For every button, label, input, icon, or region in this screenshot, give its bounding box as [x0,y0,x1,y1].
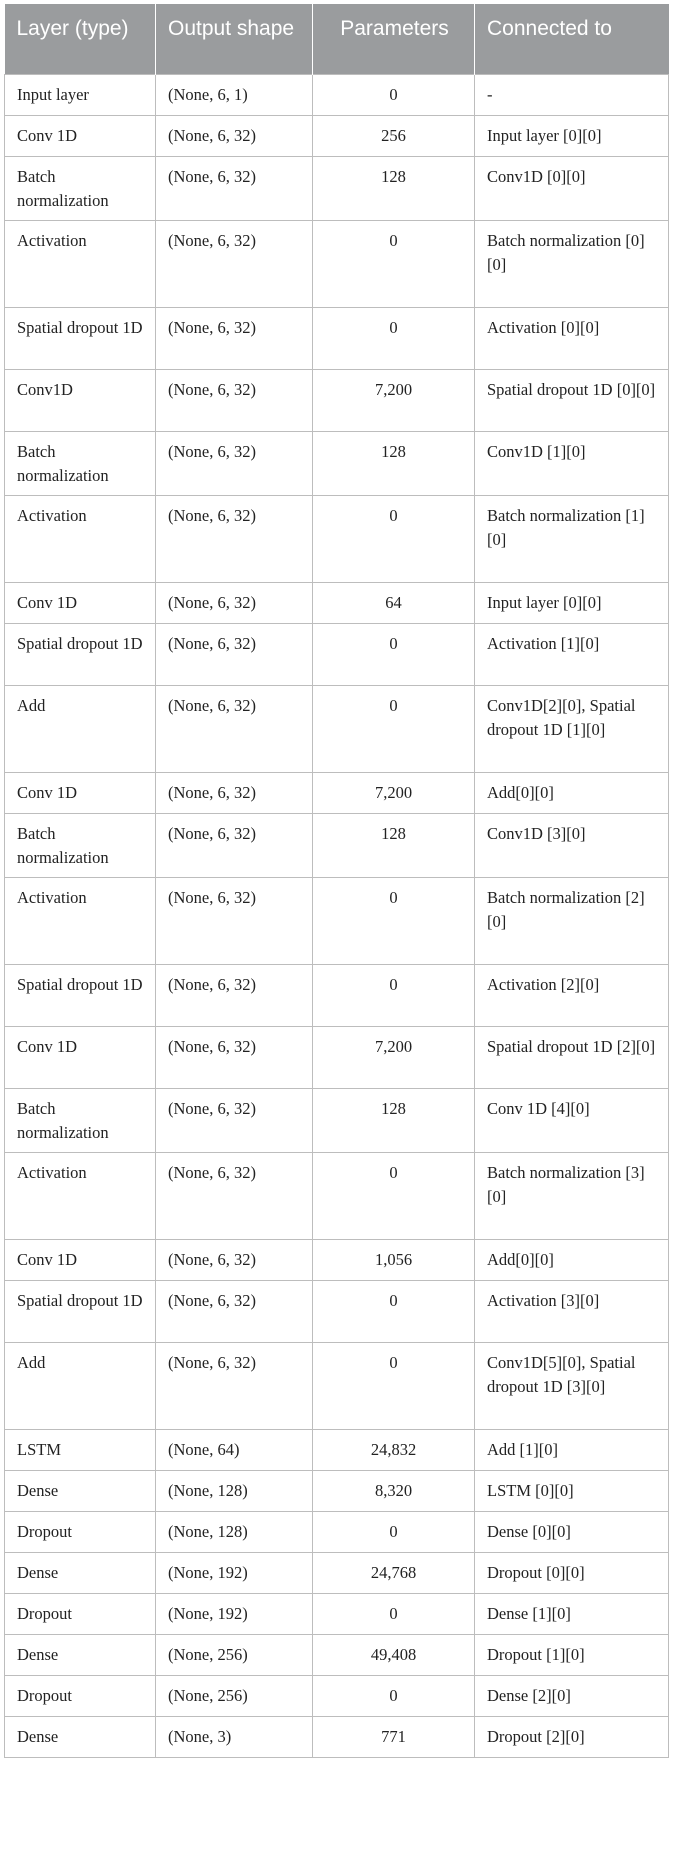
cell-layer: Add [5,1343,156,1430]
cell-connected-to: - [475,75,669,116]
cell-parameters: 128 [313,814,475,878]
cell-parameters: 0 [313,1594,475,1635]
cell-connected-to: Add[0][0] [475,1240,669,1281]
cell-parameters: 0 [313,878,475,965]
table-row [5,1594,669,1635]
cell-layer: Dropout [5,1512,156,1553]
cell-output-shape: (None, 6, 32) [156,432,313,496]
cell-layer: Conv 1D [5,1240,156,1281]
cell-output-shape: (None, 128) [156,1512,313,1553]
cell-layer: Activation [5,1153,156,1240]
cell-connected-to: Input layer [0][0] [475,583,669,624]
cell-output-shape: (None, 3) [156,1717,313,1758]
header-parameters: Parameters [313,4,475,75]
cell-layer: Activation [5,221,156,308]
cell-parameters: 0 [313,1343,475,1430]
cell-output-shape: (None, 128) [156,1471,313,1512]
table-row [5,773,669,814]
cell-parameters: 0 [313,686,475,773]
cell-layer: Activation [5,496,156,583]
cell-connected-to: LSTM [0][0] [475,1471,669,1512]
cell-connected-to: Conv1D [1][0] [475,432,669,496]
cell-output-shape: (None, 6, 32) [156,496,313,583]
cell-layer: Conv 1D [5,1027,156,1089]
cell-output-shape: (None, 64) [156,1430,313,1471]
cell-parameters: 8,320 [313,1471,475,1512]
cell-connected-to: Add [1][0] [475,1430,669,1471]
cell-connected-to: Dense [0][0] [475,1512,669,1553]
cell-layer: Dropout [5,1676,156,1717]
cell-parameters: 256 [313,116,475,157]
cell-parameters: 24,832 [313,1430,475,1471]
header-output-shape: Output shape [156,4,313,75]
cell-parameters: 0 [313,1153,475,1240]
cell-connected-to: Spatial dropout 1D [2][0] [475,1027,669,1089]
table-row [5,370,669,432]
header-connected-to: Connected to [475,4,669,75]
cell-parameters: 7,200 [313,773,475,814]
table-row [5,1512,669,1553]
cell-layer: Input layer [5,75,156,116]
header-row [5,4,669,75]
table-row [5,583,669,624]
table-row [5,624,669,686]
cell-output-shape: (None, 6, 32) [156,1027,313,1089]
model-summary-table [4,4,669,1758]
cell-parameters: 24,768 [313,1553,475,1594]
cell-layer: Conv 1D [5,583,156,624]
table-row [5,432,669,496]
cell-layer: Dropout [5,1594,156,1635]
cell-output-shape: (None, 192) [156,1553,313,1594]
table-row [5,686,669,773]
cell-output-shape: (None, 6, 32) [156,1089,313,1153]
table-row [5,1635,669,1676]
cell-output-shape: (None, 6, 1) [156,75,313,116]
cell-connected-to: Input layer [0][0] [475,116,669,157]
cell-parameters: 0 [313,75,475,116]
cell-output-shape: (None, 6, 32) [156,370,313,432]
cell-connected-to: Conv1D[2][0], Spatial dropout 1D [1][0] [475,686,669,773]
table-row [5,814,669,878]
cell-parameters: 1,056 [313,1240,475,1281]
cell-layer: Batch normalization [5,1089,156,1153]
cell-connected-to: Dense [1][0] [475,1594,669,1635]
cell-connected-to: Conv1D[5][0], Spatial dropout 1D [3][0] [475,1343,669,1430]
cell-layer: Batch normalization [5,157,156,221]
table-row [5,1027,669,1089]
cell-output-shape: (None, 256) [156,1635,313,1676]
table-row [5,1089,669,1153]
cell-output-shape: (None, 6, 32) [156,878,313,965]
cell-connected-to: Batch normalization [1][0] [475,496,669,583]
table-body [5,75,669,1758]
cell-output-shape: (None, 6, 32) [156,624,313,686]
table-row [5,116,669,157]
table-row [5,965,669,1027]
cell-layer: Conv 1D [5,116,156,157]
cell-connected-to: Dropout [1][0] [475,1635,669,1676]
table-row [5,878,669,965]
cell-output-shape: (None, 6, 32) [156,686,313,773]
cell-connected-to: Batch normalization [2][0] [475,878,669,965]
cell-layer: Spatial dropout 1D [5,965,156,1027]
cell-layer: Dense [5,1717,156,1758]
table-row [5,496,669,583]
cell-layer: Activation [5,878,156,965]
table-row [5,1553,669,1594]
table-row [5,1717,669,1758]
cell-connected-to: Batch normalization [3][0] [475,1153,669,1240]
table-row [5,1153,669,1240]
cell-layer: Spatial dropout 1D [5,624,156,686]
cell-layer: Batch normalization [5,432,156,496]
table-row [5,1676,669,1717]
table-row [5,221,669,308]
cell-parameters: 0 [313,221,475,308]
table-row [5,75,669,116]
cell-connected-to: Activation [0][0] [475,308,669,370]
cell-output-shape: (None, 6, 32) [156,1343,313,1430]
cell-output-shape: (None, 256) [156,1676,313,1717]
cell-connected-to: Add[0][0] [475,773,669,814]
cell-connected-to: Activation [2][0] [475,965,669,1027]
cell-parameters: 128 [313,157,475,221]
cell-parameters: 0 [313,1512,475,1553]
table-row [5,157,669,221]
cell-parameters: 64 [313,583,475,624]
cell-output-shape: (None, 192) [156,1594,313,1635]
cell-output-shape: (None, 6, 32) [156,1240,313,1281]
cell-parameters: 771 [313,1717,475,1758]
cell-layer: Add [5,686,156,773]
cell-layer: Spatial dropout 1D [5,1281,156,1343]
cell-layer: Dense [5,1471,156,1512]
table-row [5,308,669,370]
cell-output-shape: (None, 6, 32) [156,116,313,157]
cell-output-shape: (None, 6, 32) [156,221,313,308]
cell-parameters: 0 [313,308,475,370]
table-row [5,1240,669,1281]
table-row [5,1471,669,1512]
cell-output-shape: (None, 6, 32) [156,773,313,814]
cell-layer: Conv1D [5,370,156,432]
cell-layer: Dense [5,1553,156,1594]
cell-connected-to: Dropout [0][0] [475,1553,669,1594]
cell-connected-to: Spatial dropout 1D [0][0] [475,370,669,432]
header-layer-type: Layer (type) [5,4,156,75]
cell-parameters: 128 [313,432,475,496]
cell-output-shape: (None, 6, 32) [156,1153,313,1240]
cell-layer: Batch normalization [5,814,156,878]
cell-output-shape: (None, 6, 32) [156,157,313,221]
table-header [5,4,669,75]
cell-parameters: 0 [313,496,475,583]
cell-parameters: 49,408 [313,1635,475,1676]
cell-connected-to: Dense [2][0] [475,1676,669,1717]
cell-connected-to: Activation [3][0] [475,1281,669,1343]
cell-connected-to: Conv1D [0][0] [475,157,669,221]
cell-output-shape: (None, 6, 32) [156,1281,313,1343]
cell-layer: Dense [5,1635,156,1676]
cell-parameters: 128 [313,1089,475,1153]
cell-parameters: 0 [313,1281,475,1343]
table-row [5,1281,669,1343]
cell-parameters: 0 [313,1676,475,1717]
cell-connected-to: Conv1D [3][0] [475,814,669,878]
table-row [5,1430,669,1471]
cell-connected-to: Batch normalization [0][0] [475,221,669,308]
cell-connected-to: Activation [1][0] [475,624,669,686]
cell-output-shape: (None, 6, 32) [156,965,313,1027]
cell-parameters: 0 [313,965,475,1027]
cell-output-shape: (None, 6, 32) [156,583,313,624]
cell-output-shape: (None, 6, 32) [156,308,313,370]
table-row [5,1343,669,1430]
cell-layer: LSTM [5,1430,156,1471]
cell-parameters: 7,200 [313,1027,475,1089]
cell-output-shape: (None, 6, 32) [156,814,313,878]
cell-parameters: 0 [313,624,475,686]
cell-parameters: 7,200 [313,370,475,432]
cell-layer: Conv 1D [5,773,156,814]
cell-connected-to: Conv 1D [4][0] [475,1089,669,1153]
cell-layer: Spatial dropout 1D [5,308,156,370]
cell-connected-to: Dropout [2][0] [475,1717,669,1758]
